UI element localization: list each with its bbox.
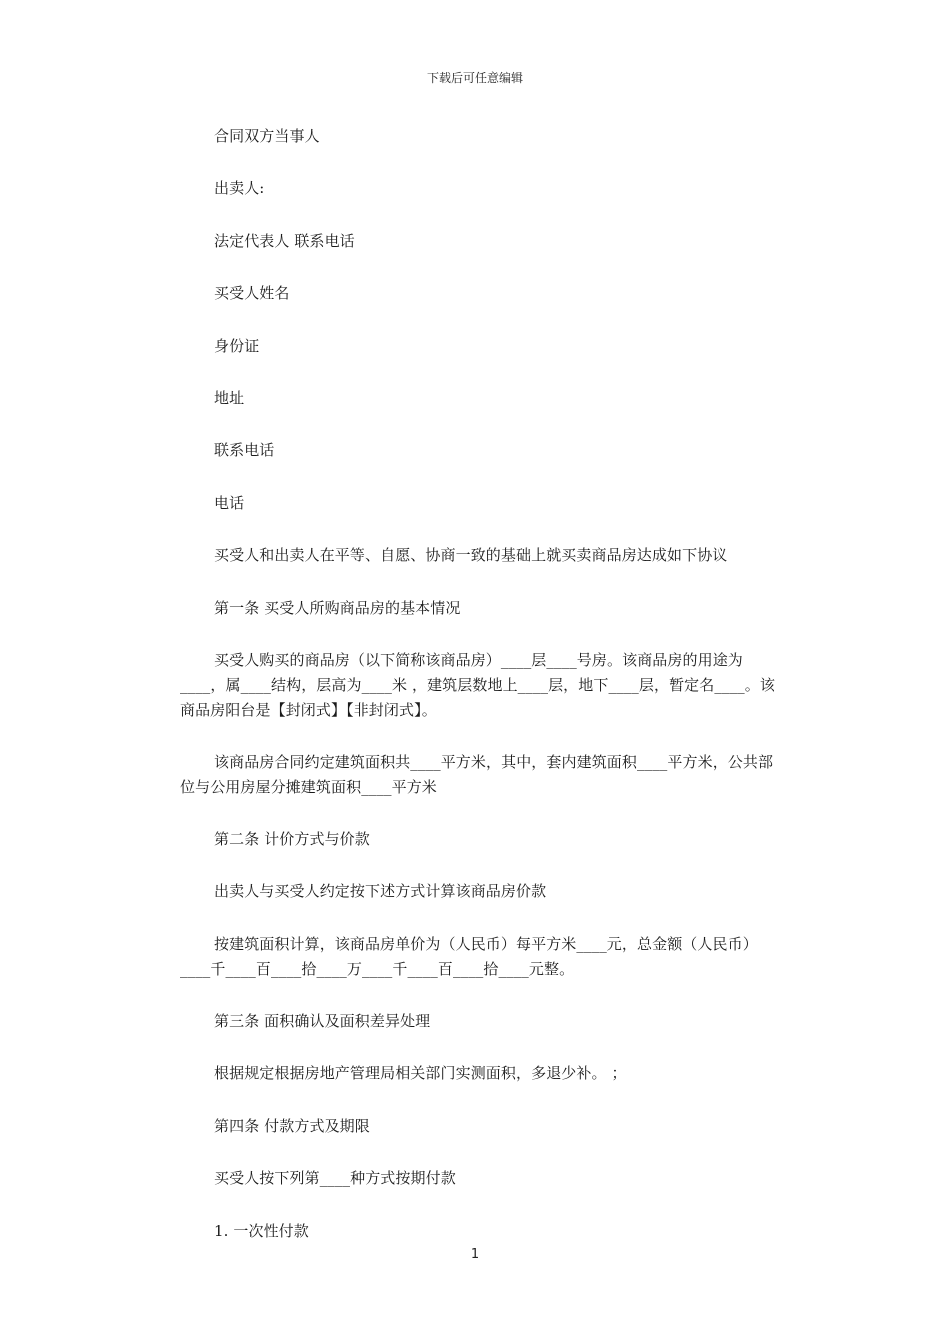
- paragraph-legal-rep: 法定代表人 联系电话: [214, 231, 355, 250]
- paragraph-id-card: 身份证: [214, 336, 260, 355]
- page-number: 1: [470, 1247, 480, 1262]
- article-2-intro: 出卖人与买受人约定按下述方式计算该商品房价款: [214, 882, 547, 901]
- article-4-body: 买受人按下列第____种方式按期付款: [214, 1169, 456, 1188]
- article-1-heading: 第一条 买受人所购商品房的基本情况: [214, 598, 461, 617]
- article-1-body: 买受人购买的商品房（以下简称该商品房）____层____号房。该商品房的用途为____，属____结构，层高为____米 ，建筑层数地上____层，地下____层，暂定名____。该商品房阳台是【封闭式】【非封闭式】。: [180, 650, 775, 719]
- page-header: 下载后可任意编辑: [426, 71, 523, 85]
- article-4-heading: 第四条 付款方式及期限: [214, 1116, 370, 1135]
- paragraph-seller: 出卖人:: [214, 179, 265, 198]
- paragraph-buyer-name: 买受人姓名: [214, 284, 290, 303]
- article-3-heading: 第三条 面积确认及面积差异处理: [214, 1012, 431, 1031]
- paragraph-phone: 电话: [214, 493, 245, 512]
- paragraph-agreement: 买受人和出卖人在平等、自愿、协商一致的基础上就买卖商品房达成如下协议: [214, 546, 728, 565]
- document-body: [180, 124, 780, 1271]
- paragraph-contact-phone: 联系电话: [214, 441, 275, 460]
- article-4-option-1: 1. 一次性付款: [214, 1221, 309, 1240]
- article-2-heading: 第二条 计价方式与价款: [214, 830, 370, 849]
- article-3-body: 根据规定根据房地产管理局相关部门实测面积，多退少补。 ；: [214, 1064, 627, 1083]
- article-1-area: 该商品房合同约定建筑面积共____平方米，其中，套内建筑面积____平方米，公共部位与公用房屋分摊建筑面积____平方米: [180, 752, 774, 796]
- paragraph-parties: 合同双方当事人: [214, 127, 320, 145]
- article-2-price: 按建筑面积计算，该商品房单价为（人民币）每平方米____元，总金额（人民币）____千____百____拾____万____千____百____拾____元整。: [180, 934, 758, 978]
- paragraph-address: 地址: [214, 388, 245, 407]
